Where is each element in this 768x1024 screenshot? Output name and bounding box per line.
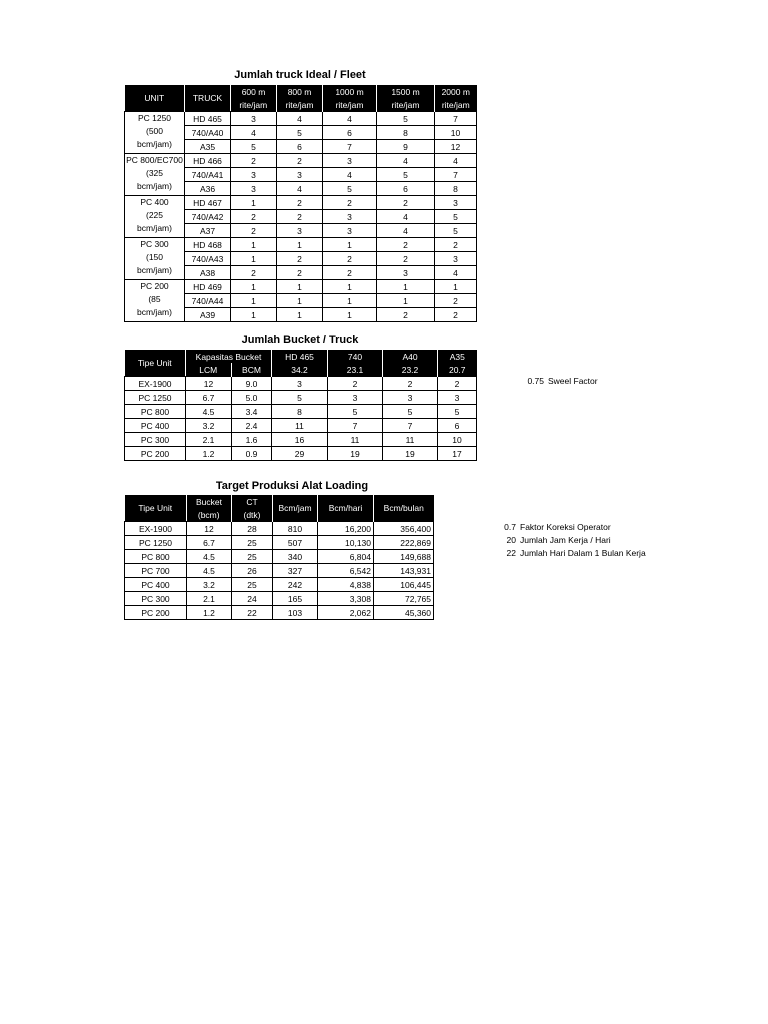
- fleet-count-cell: 2: [277, 196, 323, 210]
- fleet-count-cell: 1: [231, 308, 277, 322]
- fleet-count-cell: 2: [231, 210, 277, 224]
- bucket-value-cell: 3: [438, 391, 477, 405]
- fleet-count-cell: 5: [435, 224, 477, 238]
- target-value-cell: 16,200: [318, 522, 374, 536]
- fleet-truck-cell: 740/A40: [185, 126, 231, 140]
- fleet-count-cell: 1: [277, 280, 323, 294]
- bucket-table: [124, 350, 477, 461]
- fleet-count-cell: 9: [377, 140, 435, 154]
- target-value-cell: 103: [273, 606, 318, 620]
- fleet-count-cell: 1: [377, 294, 435, 308]
- fleet-count-cell: 3: [231, 168, 277, 182]
- target-unit-cell: PC 700: [125, 564, 187, 578]
- bucket-value-cell: 2.1: [186, 433, 232, 447]
- fleet-count-cell: 2: [277, 210, 323, 224]
- table-row: [125, 280, 477, 294]
- fleet-count-cell: 4: [323, 112, 377, 126]
- bucket-value-cell: 6.7: [186, 391, 232, 405]
- fleet-truck-cell: 740/A43: [185, 252, 231, 266]
- table-row: [125, 536, 434, 550]
- table-row: [125, 447, 477, 461]
- fleet-unit-line: PC 200: [140, 281, 169, 291]
- bucket-header-bcm: BCM: [232, 363, 272, 377]
- fleet-unit-line: (325: [145, 168, 163, 178]
- bucket-header-truck: A40: [383, 350, 438, 363]
- fleet-truck-cell: 740/A44: [185, 294, 231, 308]
- target-value-cell: 25: [232, 578, 273, 592]
- bucket-value-cell: 2: [328, 377, 383, 391]
- fleet-truck-cell: 740/A41: [185, 168, 231, 182]
- sweel-factor-value: 0.75: [527, 376, 544, 386]
- bucket-value-cell: 11: [272, 419, 328, 433]
- target-note-label: Faktor Koreksi Operator: [520, 522, 611, 532]
- fleet-count-cell: 3: [377, 266, 435, 280]
- target-notes: [496, 521, 646, 560]
- bucket-title: Jumlah Bucket / Truck: [241, 334, 359, 346]
- fleet-count-cell: 5: [323, 182, 377, 196]
- target-note-label: Jumlah Jam Kerja / Hari: [520, 535, 611, 545]
- fleet-unit-line: PC 400: [140, 197, 169, 207]
- fleet-header-distance: 800 m: [277, 85, 323, 98]
- fleet-unit-line: PC 300: [140, 239, 169, 249]
- fleet-count-cell: 2: [323, 266, 377, 280]
- fleet-count-cell: 2: [277, 266, 323, 280]
- target-value-cell: 2,062: [318, 606, 374, 620]
- fleet-count-cell: 4: [231, 126, 277, 140]
- bucket-unit-cell: PC 800: [125, 405, 186, 419]
- table-row: [125, 391, 477, 405]
- fleet-count-cell: 4: [435, 154, 477, 168]
- bucket-value-cell: 4.5: [186, 405, 232, 419]
- table-row: [125, 550, 434, 564]
- fleet-header-unit: UNIT: [125, 85, 185, 112]
- target-note-value: 20: [506, 535, 516, 545]
- fleet-truck-cell: A38: [185, 266, 231, 280]
- fleet-count-cell: 2: [435, 294, 477, 308]
- target-unit-cell: EX-1900: [125, 522, 187, 536]
- target-value-cell: 143,931: [374, 564, 434, 578]
- bucket-header-lcm: LCM: [186, 363, 232, 377]
- target-header-bucket: Bucket: [187, 495, 232, 508]
- bucket-header-truck: A35: [438, 350, 477, 363]
- bucket-header-truck: 740: [328, 350, 383, 363]
- bucket-value-cell: 1.6: [232, 433, 272, 447]
- bucket-value-cell: 16: [272, 433, 328, 447]
- fleet-header-rate: rite/jam: [323, 98, 377, 112]
- fleet-header-truck: TRUCK: [185, 85, 231, 112]
- fleet-count-cell: 3: [435, 252, 477, 266]
- target-value-cell: 356,400: [374, 522, 434, 536]
- target-header-tipe-unit: Tipe Unit: [125, 495, 187, 522]
- fleet-count-cell: 1: [323, 280, 377, 294]
- target-unit-cell: PC 300: [125, 592, 187, 606]
- target-value-cell: 72,765: [374, 592, 434, 606]
- bucket-header-tipe-unit: Tipe Unit: [125, 350, 186, 377]
- bucket-header-truck-capacity: 23.1: [328, 363, 383, 377]
- target-value-cell: 507: [273, 536, 318, 550]
- target-title: Target Produksi Alat Loading: [215, 480, 369, 492]
- fleet-count-cell: 8: [377, 126, 435, 140]
- fleet-count-cell: 6: [323, 126, 377, 140]
- fleet-truck-cell: A39: [185, 308, 231, 322]
- fleet-count-cell: 1: [435, 280, 477, 294]
- bucket-value-cell: 2: [383, 377, 438, 391]
- bucket-value-cell: 5: [438, 405, 477, 419]
- fleet-header-distance: 1000 m: [323, 85, 377, 98]
- fleet-unit-line: bcm/jam): [137, 265, 172, 275]
- bucket-value-cell: 3: [272, 377, 328, 391]
- fleet-count-cell: 3: [277, 224, 323, 238]
- fleet-count-cell: 1: [277, 308, 323, 322]
- fleet-count-cell: 1: [231, 294, 277, 308]
- table-row: [125, 196, 477, 210]
- fleet-count-cell: 4: [377, 210, 435, 224]
- bucket-value-cell: 12: [186, 377, 232, 391]
- bucket-value-cell: 8: [272, 405, 328, 419]
- fleet-header-rate: rite/jam: [377, 98, 435, 112]
- fleet-truck-cell: A36: [185, 182, 231, 196]
- bucket-value-cell: 10: [438, 433, 477, 447]
- fleet-count-cell: 2: [377, 196, 435, 210]
- bucket-unit-cell: PC 400: [125, 419, 186, 433]
- bucket-unit-cell: PC 1250: [125, 391, 186, 405]
- fleet-unit-cell: [125, 238, 185, 280]
- target-value-cell: 25: [232, 536, 273, 550]
- sweel-factor-note: [524, 375, 598, 388]
- target-note-value: 22: [506, 548, 516, 558]
- fleet-count-cell: 2: [377, 252, 435, 266]
- fleet-unit-line: PC 1250: [137, 113, 172, 123]
- target-value-cell: 28: [232, 522, 273, 536]
- bucket-value-cell: 2: [438, 377, 477, 391]
- bucket-header-truck: HD 465: [272, 350, 328, 363]
- fleet-count-cell: 1: [377, 280, 435, 294]
- bucket-header-truck-capacity: 34.2: [272, 363, 328, 377]
- fleet-unit-line: (225: [145, 210, 163, 220]
- fleet-unit-line: (85: [148, 294, 161, 304]
- fleet-unit-line: bcm/jam): [137, 307, 172, 317]
- table-row: [125, 578, 434, 592]
- fleet-unit-line: bcm/jam): [137, 139, 172, 149]
- target-value-cell: 6,804: [318, 550, 374, 564]
- table-row: [125, 522, 434, 536]
- sweel-factor-label: Sweel Factor: [548, 376, 598, 386]
- fleet-count-cell: 3: [231, 182, 277, 196]
- fleet-truck-cell: HD 466: [185, 154, 231, 168]
- table-row: [125, 419, 477, 433]
- table-row: [125, 592, 434, 606]
- target-value-cell: 327: [273, 564, 318, 578]
- bucket-header-kapasitas: Kapasitas Bucket: [186, 350, 272, 363]
- target-unit-cell: PC 1250: [125, 536, 187, 550]
- target-value-cell: 165: [273, 592, 318, 606]
- target-note-value: 0.7: [504, 522, 516, 532]
- fleet-header-distance: 2000 m: [435, 85, 477, 98]
- target-table: [124, 495, 434, 620]
- table-row: [125, 154, 477, 168]
- fleet-count-cell: 2: [231, 224, 277, 238]
- fleet-count-cell: 4: [323, 168, 377, 182]
- fleet-header-distance: 1500 m: [377, 85, 435, 98]
- target-unit-cell: PC 800: [125, 550, 187, 564]
- table-row: [125, 238, 477, 252]
- bucket-value-cell: 29: [272, 447, 328, 461]
- bucket-value-cell: 3.4: [232, 405, 272, 419]
- fleet-count-cell: 1: [231, 196, 277, 210]
- fleet-count-cell: 3: [277, 168, 323, 182]
- bucket-value-cell: 2.4: [232, 419, 272, 433]
- fleet-unit-cell: [125, 280, 185, 322]
- target-header-bcm-jam: Bcm/jam: [273, 495, 318, 522]
- table-row: [125, 433, 477, 447]
- fleet-count-cell: 4: [377, 224, 435, 238]
- fleet-count-cell: 3: [435, 196, 477, 210]
- bucket-value-cell: 3: [328, 391, 383, 405]
- fleet-count-cell: 7: [435, 168, 477, 182]
- fleet-header-distance: 600 m: [231, 85, 277, 98]
- fleet-count-cell: 4: [377, 154, 435, 168]
- fleet-header-rate: rite/jam: [277, 98, 323, 112]
- fleet-count-cell: 10: [435, 126, 477, 140]
- target-value-cell: 149,688: [374, 550, 434, 564]
- fleet-count-cell: 1: [323, 238, 377, 252]
- bucket-value-cell: 5: [272, 391, 328, 405]
- fleet-count-cell: 5: [231, 140, 277, 154]
- target-value-cell: 340: [273, 550, 318, 564]
- fleet-unit-cell: [125, 154, 185, 196]
- bucket-value-cell: 7: [383, 419, 438, 433]
- target-note: [496, 534, 646, 547]
- bucket-value-cell: 7: [328, 419, 383, 433]
- target-value-cell: 4.5: [187, 564, 232, 578]
- fleet-title: Jumlah truck Ideal / Fleet: [234, 69, 366, 81]
- bucket-value-cell: 0.9: [232, 447, 272, 461]
- target-value-cell: 242: [273, 578, 318, 592]
- fleet-count-cell: 6: [377, 182, 435, 196]
- target-value-cell: 2.1: [187, 592, 232, 606]
- fleet-count-cell: 1: [277, 294, 323, 308]
- fleet-unit-line: bcm/jam): [137, 181, 172, 191]
- target-value-cell: 45,360: [374, 606, 434, 620]
- bucket-value-cell: 5: [383, 405, 438, 419]
- fleet-count-cell: 7: [323, 140, 377, 154]
- fleet-count-cell: 3: [231, 112, 277, 126]
- target-value-cell: 25: [232, 550, 273, 564]
- table-row: [125, 606, 434, 620]
- target-note: [496, 521, 646, 534]
- target-value-cell: 22: [232, 606, 273, 620]
- fleet-count-cell: 1: [277, 238, 323, 252]
- fleet-truck-cell: HD 468: [185, 238, 231, 252]
- table-row: [125, 377, 477, 391]
- fleet-unit-line: bcm/jam): [137, 223, 172, 233]
- fleet-unit-line: (150: [145, 252, 163, 262]
- bucket-unit-cell: PC 200: [125, 447, 186, 461]
- bucket-value-cell: 1.2: [186, 447, 232, 461]
- fleet-count-cell: 2: [435, 238, 477, 252]
- target-value-cell: 26: [232, 564, 273, 578]
- fleet-count-cell: 2: [231, 154, 277, 168]
- fleet-count-cell: 2: [377, 308, 435, 322]
- bucket-value-cell: 5.0: [232, 391, 272, 405]
- bucket-unit-cell: PC 300: [125, 433, 186, 447]
- fleet-count-cell: 12: [435, 140, 477, 154]
- target-value-cell: 4.5: [187, 550, 232, 564]
- bucket-value-cell: 3: [383, 391, 438, 405]
- fleet-unit-line: (500: [145, 126, 163, 136]
- fleet-count-cell: 4: [435, 266, 477, 280]
- fleet-count-cell: 2: [323, 196, 377, 210]
- fleet-count-cell: 2: [231, 266, 277, 280]
- fleet-unit-cell: [125, 196, 185, 238]
- fleet-count-cell: 1: [231, 280, 277, 294]
- fleet-unit-line: PC 800/EC700: [126, 155, 183, 165]
- target-value-cell: 10,130: [318, 536, 374, 550]
- target-header-ct-unit: (dtk): [232, 508, 273, 522]
- fleet-count-cell: 5: [377, 168, 435, 182]
- target-value-cell: 3.2: [187, 578, 232, 592]
- target-header-bucket-unit: (bcm): [187, 508, 232, 522]
- fleet-truck-cell: A37: [185, 224, 231, 238]
- fleet-count-cell: 5: [277, 126, 323, 140]
- bucket-value-cell: 6: [438, 419, 477, 433]
- target-value-cell: 4,838: [318, 578, 374, 592]
- fleet-count-cell: 3: [323, 210, 377, 224]
- fleet-count-cell: 3: [323, 154, 377, 168]
- target-value-cell: 222,869: [374, 536, 434, 550]
- fleet-count-cell: 4: [277, 182, 323, 196]
- fleet-count-cell: 2: [377, 238, 435, 252]
- target-value-cell: 106,445: [374, 578, 434, 592]
- bucket-value-cell: 9.0: [232, 377, 272, 391]
- fleet-count-cell: 1: [323, 294, 377, 308]
- fleet-truck-cell: A35: [185, 140, 231, 154]
- target-header-bcm-hari: Bcm/hari: [318, 495, 374, 522]
- fleet-count-cell: 2: [277, 154, 323, 168]
- fleet-unit-cell: [125, 112, 185, 154]
- bucket-unit-cell: EX-1900: [125, 377, 186, 391]
- bucket-header-truck-capacity: 23.2: [383, 363, 438, 377]
- target-unit-cell: PC 400: [125, 578, 187, 592]
- bucket-value-cell: 17: [438, 447, 477, 461]
- fleet-count-cell: 1: [231, 252, 277, 266]
- fleet-count-cell: 2: [277, 252, 323, 266]
- target-value-cell: 1.2: [187, 606, 232, 620]
- target-header-bcm-bulan: Bcm/bulan: [374, 495, 434, 522]
- fleet-truck-cell: HD 469: [185, 280, 231, 294]
- bucket-value-cell: 11: [328, 433, 383, 447]
- fleet-count-cell: 3: [323, 224, 377, 238]
- fleet-truck-cell: HD 467: [185, 196, 231, 210]
- bucket-value-cell: 19: [383, 447, 438, 461]
- fleet-count-cell: 1: [231, 238, 277, 252]
- fleet-count-cell: 7: [435, 112, 477, 126]
- bucket-header-truck-capacity: 20.7: [438, 363, 477, 377]
- fleet-truck-cell: 740/A42: [185, 210, 231, 224]
- fleet-table: [124, 85, 477, 322]
- fleet-count-cell: 2: [323, 252, 377, 266]
- target-value-cell: 12: [187, 522, 232, 536]
- target-value-cell: 3,308: [318, 592, 374, 606]
- target-unit-cell: PC 200: [125, 606, 187, 620]
- fleet-count-cell: 2: [435, 308, 477, 322]
- target-value-cell: 6.7: [187, 536, 232, 550]
- target-value-cell: 6,542: [318, 564, 374, 578]
- fleet-count-cell: 4: [277, 112, 323, 126]
- bucket-value-cell: 3.2: [186, 419, 232, 433]
- fleet-header-rate: rite/jam: [435, 98, 477, 112]
- bucket-value-cell: 19: [328, 447, 383, 461]
- target-value-cell: 24: [232, 592, 273, 606]
- fleet-truck-cell: HD 465: [185, 112, 231, 126]
- fleet-count-cell: 5: [435, 210, 477, 224]
- bucket-value-cell: 11: [383, 433, 438, 447]
- target-value-cell: 810: [273, 522, 318, 536]
- fleet-count-cell: 5: [377, 112, 435, 126]
- bucket-value-cell: 5: [328, 405, 383, 419]
- fleet-count-cell: 6: [277, 140, 323, 154]
- fleet-header-rate: rite/jam: [231, 98, 277, 112]
- fleet-count-cell: 1: [323, 308, 377, 322]
- table-row: [125, 564, 434, 578]
- fleet-count-cell: 8: [435, 182, 477, 196]
- target-header-ct: CT: [232, 495, 273, 508]
- table-row: [125, 112, 477, 126]
- target-note: [496, 547, 646, 560]
- target-note-label: Jumlah Hari Dalam 1 Bulan Kerja: [520, 548, 646, 558]
- table-row: [125, 405, 477, 419]
